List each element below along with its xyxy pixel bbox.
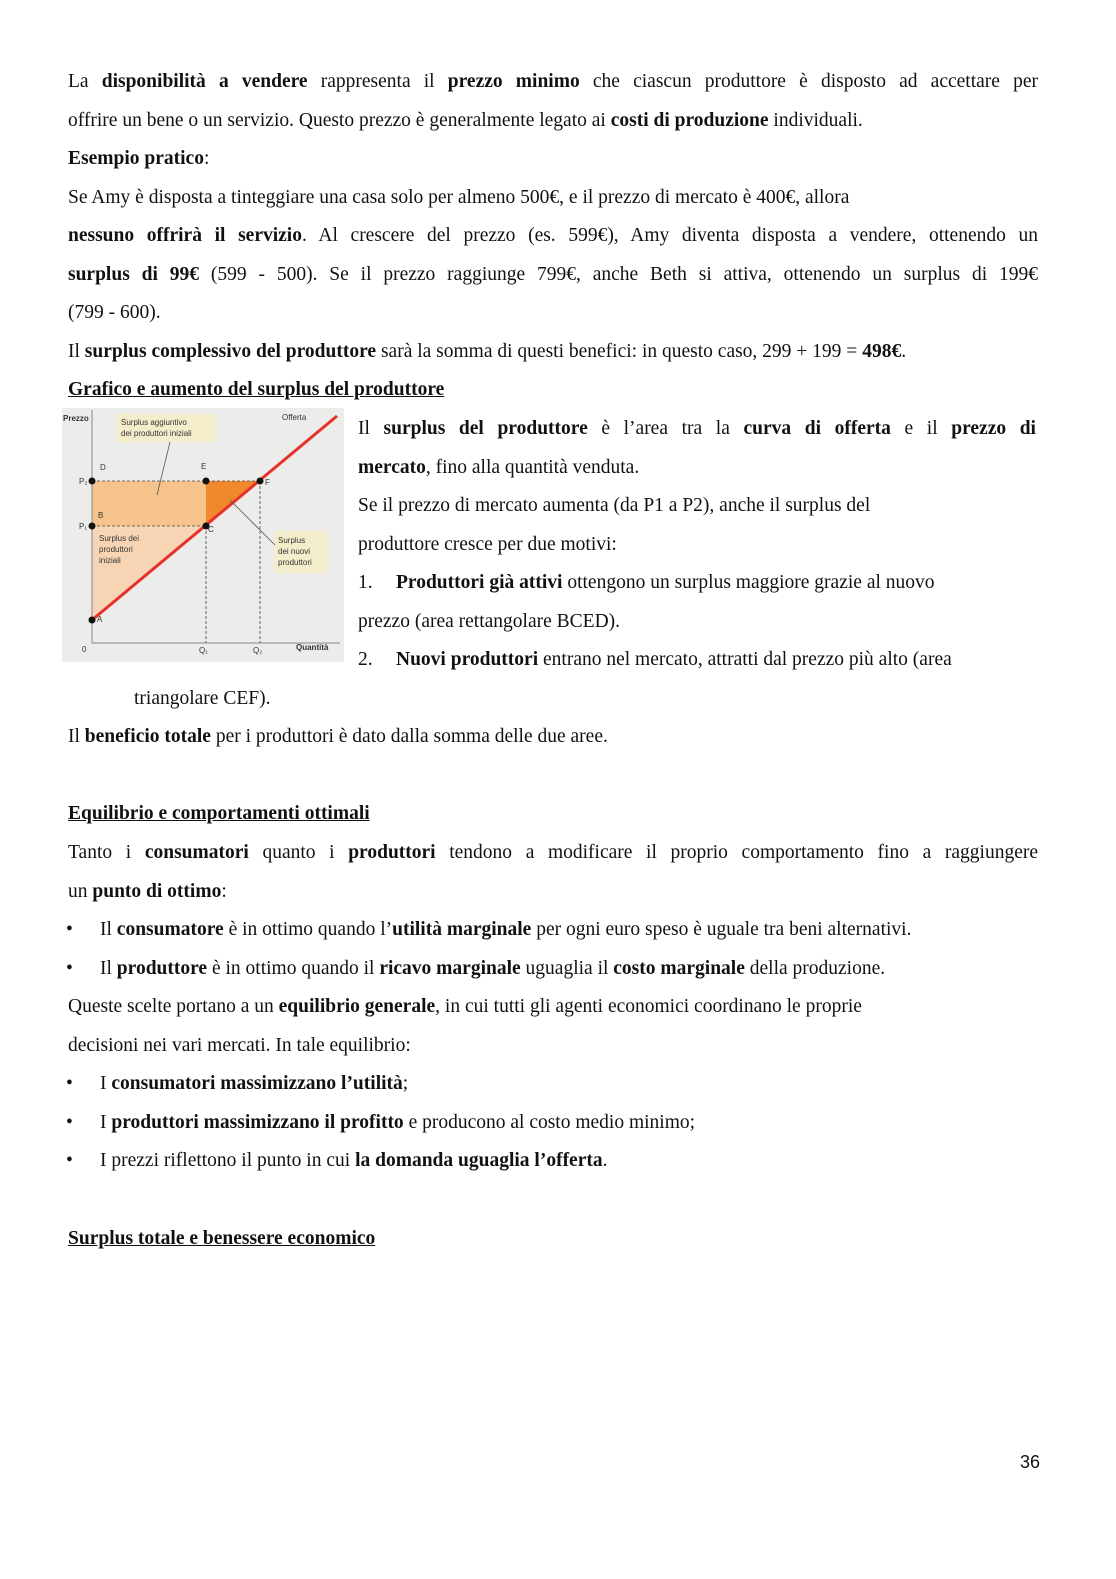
text-line: offrire un bene o un servizio. Questo prezzo è generalmente legato ai costi di produzione individuali.: [68, 109, 863, 131]
text-line: Esempio pratico:: [68, 148, 210, 170]
svg-text:dei produttori iniziali: dei produttori iniziali: [121, 429, 192, 438]
section-heading: Grafico e aumento del surplus del produttore: [68, 379, 445, 401]
svg-text:E: E: [201, 462, 207, 471]
page-number: 36: [1020, 1452, 1041, 1472]
section-heading: Surplus totale e benessere economico: [68, 1227, 376, 1249]
bullet-item: • Il produttore è in ottimo quando il ricavo marginale uguaglia il costo marginale della produzione.: [66, 957, 886, 979]
origin-label: 0: [82, 645, 87, 654]
text-line: un punto di ottimo:: [68, 880, 227, 902]
text-line: Se Amy è disposta a tinteggiare una casa solo per almeno 500€, e il prezzo di mercato è 400€, allora: [68, 186, 850, 208]
section-heading: Equilibrio e comportamenti ottimali: [68, 803, 370, 825]
text-line: nessuno offrirà il servizio. Al crescere del prezzo (es. 599€), Amy diventa disposta a vendere, ottenendo un: [68, 225, 1038, 247]
bullet-icon: •: [66, 957, 73, 979]
text-line: surplus di 99€ (599 - 500). Se il prezzo raggiunge 799€, anche Beth si attiva, ottenendo un surplus di 199€: [68, 263, 1038, 285]
list-number: 2.: [358, 649, 373, 671]
svg-text:A: A: [97, 615, 103, 624]
text-line: decisioni nei vari mercati. In tale equilibrio:: [68, 1034, 411, 1056]
bullet-item: • I produttori massimizzano il profitto e producono al costo medio minimo;: [66, 1111, 696, 1133]
text-line: La disponibilità a vendere rappresenta il prezzo minimo che ciascun produttore è disposto ad accettare per: [68, 71, 1039, 92]
svg-text:Q₂: Q₂: [253, 646, 263, 655]
text-line: Il surplus complessivo del produttore sarà la somma di questi benefici: in questo caso, 299 + 199 = 498€.: [68, 340, 907, 362]
svg-text:iniziali: iniziali: [99, 556, 121, 565]
bullet-item: • Il consumatore è in ottimo quando l’utilità marginale per ogni euro speso è uguale tra beni alternativi.: [66, 919, 912, 941]
additional-surplus-area: [92, 481, 206, 526]
x-axis-label: Quantità: [296, 643, 329, 652]
bullet-icon: •: [66, 1111, 73, 1133]
svg-text:P₂: P₂: [79, 477, 88, 486]
text-line: 1. Produttori già attivi ottengono un surplus maggiore grazie al nuovo: [358, 572, 935, 594]
bullet-icon: •: [66, 1073, 73, 1095]
text-line: Tanto i consumatori quanto i produttori tendono a modificare il proprio comportamento fino a raggiungere: [68, 842, 1039, 863]
text-line: Queste scelte portano a un equilibrio generale, in cui tutti gli agenti economici coordinano le proprie: [68, 996, 862, 1018]
bullet-icon: •: [66, 919, 73, 941]
text-line: Il beneficio totale per i produttori è dato dalla somma delle due aree.: [68, 726, 608, 748]
curve-label: Offerta: [282, 413, 307, 422]
svg-text:Surplus aggiuntivo: Surplus aggiuntivo: [121, 418, 187, 427]
svg-text:Surplus: Surplus: [278, 536, 306, 545]
bullet-item: • I consumatori massimizzano l’utilità;: [66, 1073, 409, 1095]
text-line: prezzo (area rettangolare BCED).: [358, 610, 621, 632]
svg-text:Q₁: Q₁: [199, 646, 208, 655]
text-line: Se il prezzo di mercato aumenta (da P1 a P2), anche il surplus del: [358, 495, 871, 517]
svg-text:F: F: [265, 478, 270, 487]
bullet-icon: •: [66, 1150, 73, 1172]
svg-text:produttori: produttori: [278, 558, 312, 567]
y-axis-label: Prezzo: [63, 414, 89, 423]
text-line: 2. Nuovi produttori entrano nel mercato, attratti dal prezzo più alto (area: [358, 649, 952, 671]
text-line: produttore cresce per due motivi:: [358, 533, 617, 555]
producer-surplus-figure: [62, 408, 344, 662]
svg-text:P₁: P₁: [79, 522, 88, 531]
text-line: (799 - 600).: [68, 302, 161, 324]
svg-text:dei nuovi: dei nuovi: [278, 547, 311, 556]
text-line: Il surplus del produttore è l’area tra la curva di offerta e il prezzo di: [358, 417, 1036, 439]
text-line: triangolare CEF).: [134, 687, 271, 709]
text-line: mercato, fino alla quantità venduta.: [358, 456, 640, 478]
svg-text:Surplus dei: Surplus dei: [99, 534, 140, 543]
bullet-item: • I prezzi riflettono il punto in cui la domanda uguaglia l’offerta.: [66, 1150, 608, 1172]
svg-text:C: C: [208, 525, 214, 534]
svg-text:produttori: produttori: [99, 545, 133, 554]
svg-text:B: B: [98, 511, 104, 520]
svg-text:D: D: [100, 463, 106, 472]
list-number: 1.: [358, 572, 373, 594]
